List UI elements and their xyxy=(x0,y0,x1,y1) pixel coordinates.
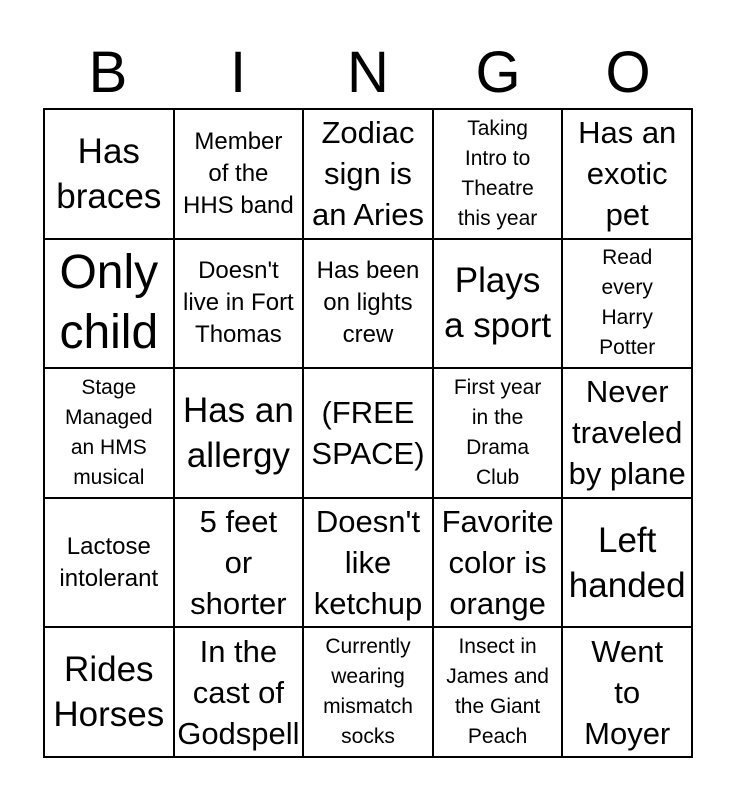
cell-text: Has an allergy xyxy=(182,390,294,475)
bingo-cell[interactable] xyxy=(174,498,304,628)
free-space-cell[interactable] xyxy=(303,368,433,498)
bingo-cell[interactable] xyxy=(174,239,304,369)
cell-text: Only child xyxy=(59,246,159,360)
bingo-cell[interactable] xyxy=(44,239,174,369)
cell-text: First year in the Drama Club xyxy=(453,375,542,489)
cell-text: Rides Horses xyxy=(53,650,165,735)
cell-text: Read every Harry Potter xyxy=(599,246,656,360)
bingo-cell[interactable] xyxy=(433,368,563,498)
bingo-cell[interactable] xyxy=(44,498,174,628)
cell-text: (FREE SPACE) xyxy=(311,394,425,471)
cell-text: Has been on lights crew xyxy=(316,257,420,349)
bingo-cell[interactable] xyxy=(562,498,692,628)
bingo-cell[interactable] xyxy=(303,109,433,239)
cell-text: Doesn't like ketchup xyxy=(313,504,423,622)
bingo-cell[interactable] xyxy=(562,627,692,757)
cell-text: Stage Managed an HMS musical xyxy=(65,375,153,489)
bingo-cell[interactable] xyxy=(433,627,563,757)
cell-text: Currently wearing mismatch socks xyxy=(323,635,413,749)
bingo-cell[interactable] xyxy=(303,627,433,757)
cell-text: Insect in James and the Giant Peach xyxy=(446,635,549,749)
bingo-cell[interactable] xyxy=(562,239,692,369)
bingo-cell[interactable] xyxy=(44,109,174,239)
cell-text: Zodiac sign is an Aries xyxy=(311,115,424,233)
bingo-cell[interactable] xyxy=(44,368,174,498)
bingo-cell[interactable] xyxy=(174,368,304,498)
bingo-cell[interactable] xyxy=(44,627,174,757)
bingo-cell[interactable] xyxy=(562,109,692,239)
bingo-cell[interactable] xyxy=(303,239,433,369)
cell-text: Left handed xyxy=(568,520,686,605)
header-letter-g: G xyxy=(475,40,521,105)
cell-text: Favorite color is orange xyxy=(441,504,554,622)
cell-text: Plays a sport xyxy=(444,261,552,346)
cell-text: Member of the HHS band xyxy=(183,127,294,219)
cell-text: Never traveled by plane xyxy=(568,374,686,492)
header-letter-o: O xyxy=(605,40,651,105)
header-letter-b: B xyxy=(88,40,128,105)
bingo-board xyxy=(43,108,693,758)
bingo-cell[interactable] xyxy=(433,109,563,239)
cell-text: Has an exotic pet xyxy=(578,115,677,233)
bingo-cell[interactable] xyxy=(433,239,563,369)
cell-text: Taking Intro to Theatre this year xyxy=(457,116,538,230)
bingo-header xyxy=(43,40,693,106)
bingo-cell[interactable] xyxy=(433,498,563,628)
cell-text: Went to Moyer xyxy=(584,633,671,751)
cell-text: In the cast of Godspell xyxy=(177,633,300,751)
bingo-cell[interactable] xyxy=(303,498,433,628)
cell-text: 5 feet or shorter xyxy=(190,504,287,622)
bingo-cell[interactable] xyxy=(174,627,304,757)
bingo-cell[interactable] xyxy=(174,109,304,239)
header-letter-n: N xyxy=(347,40,389,105)
header-letter-i: I xyxy=(229,40,247,105)
cell-text: Has braces xyxy=(56,131,162,216)
bingo-cell[interactable] xyxy=(562,368,692,498)
cell-text: Lactose intolerant xyxy=(59,532,159,592)
cell-text: Doesn't live in Fort Thomas xyxy=(183,257,294,349)
